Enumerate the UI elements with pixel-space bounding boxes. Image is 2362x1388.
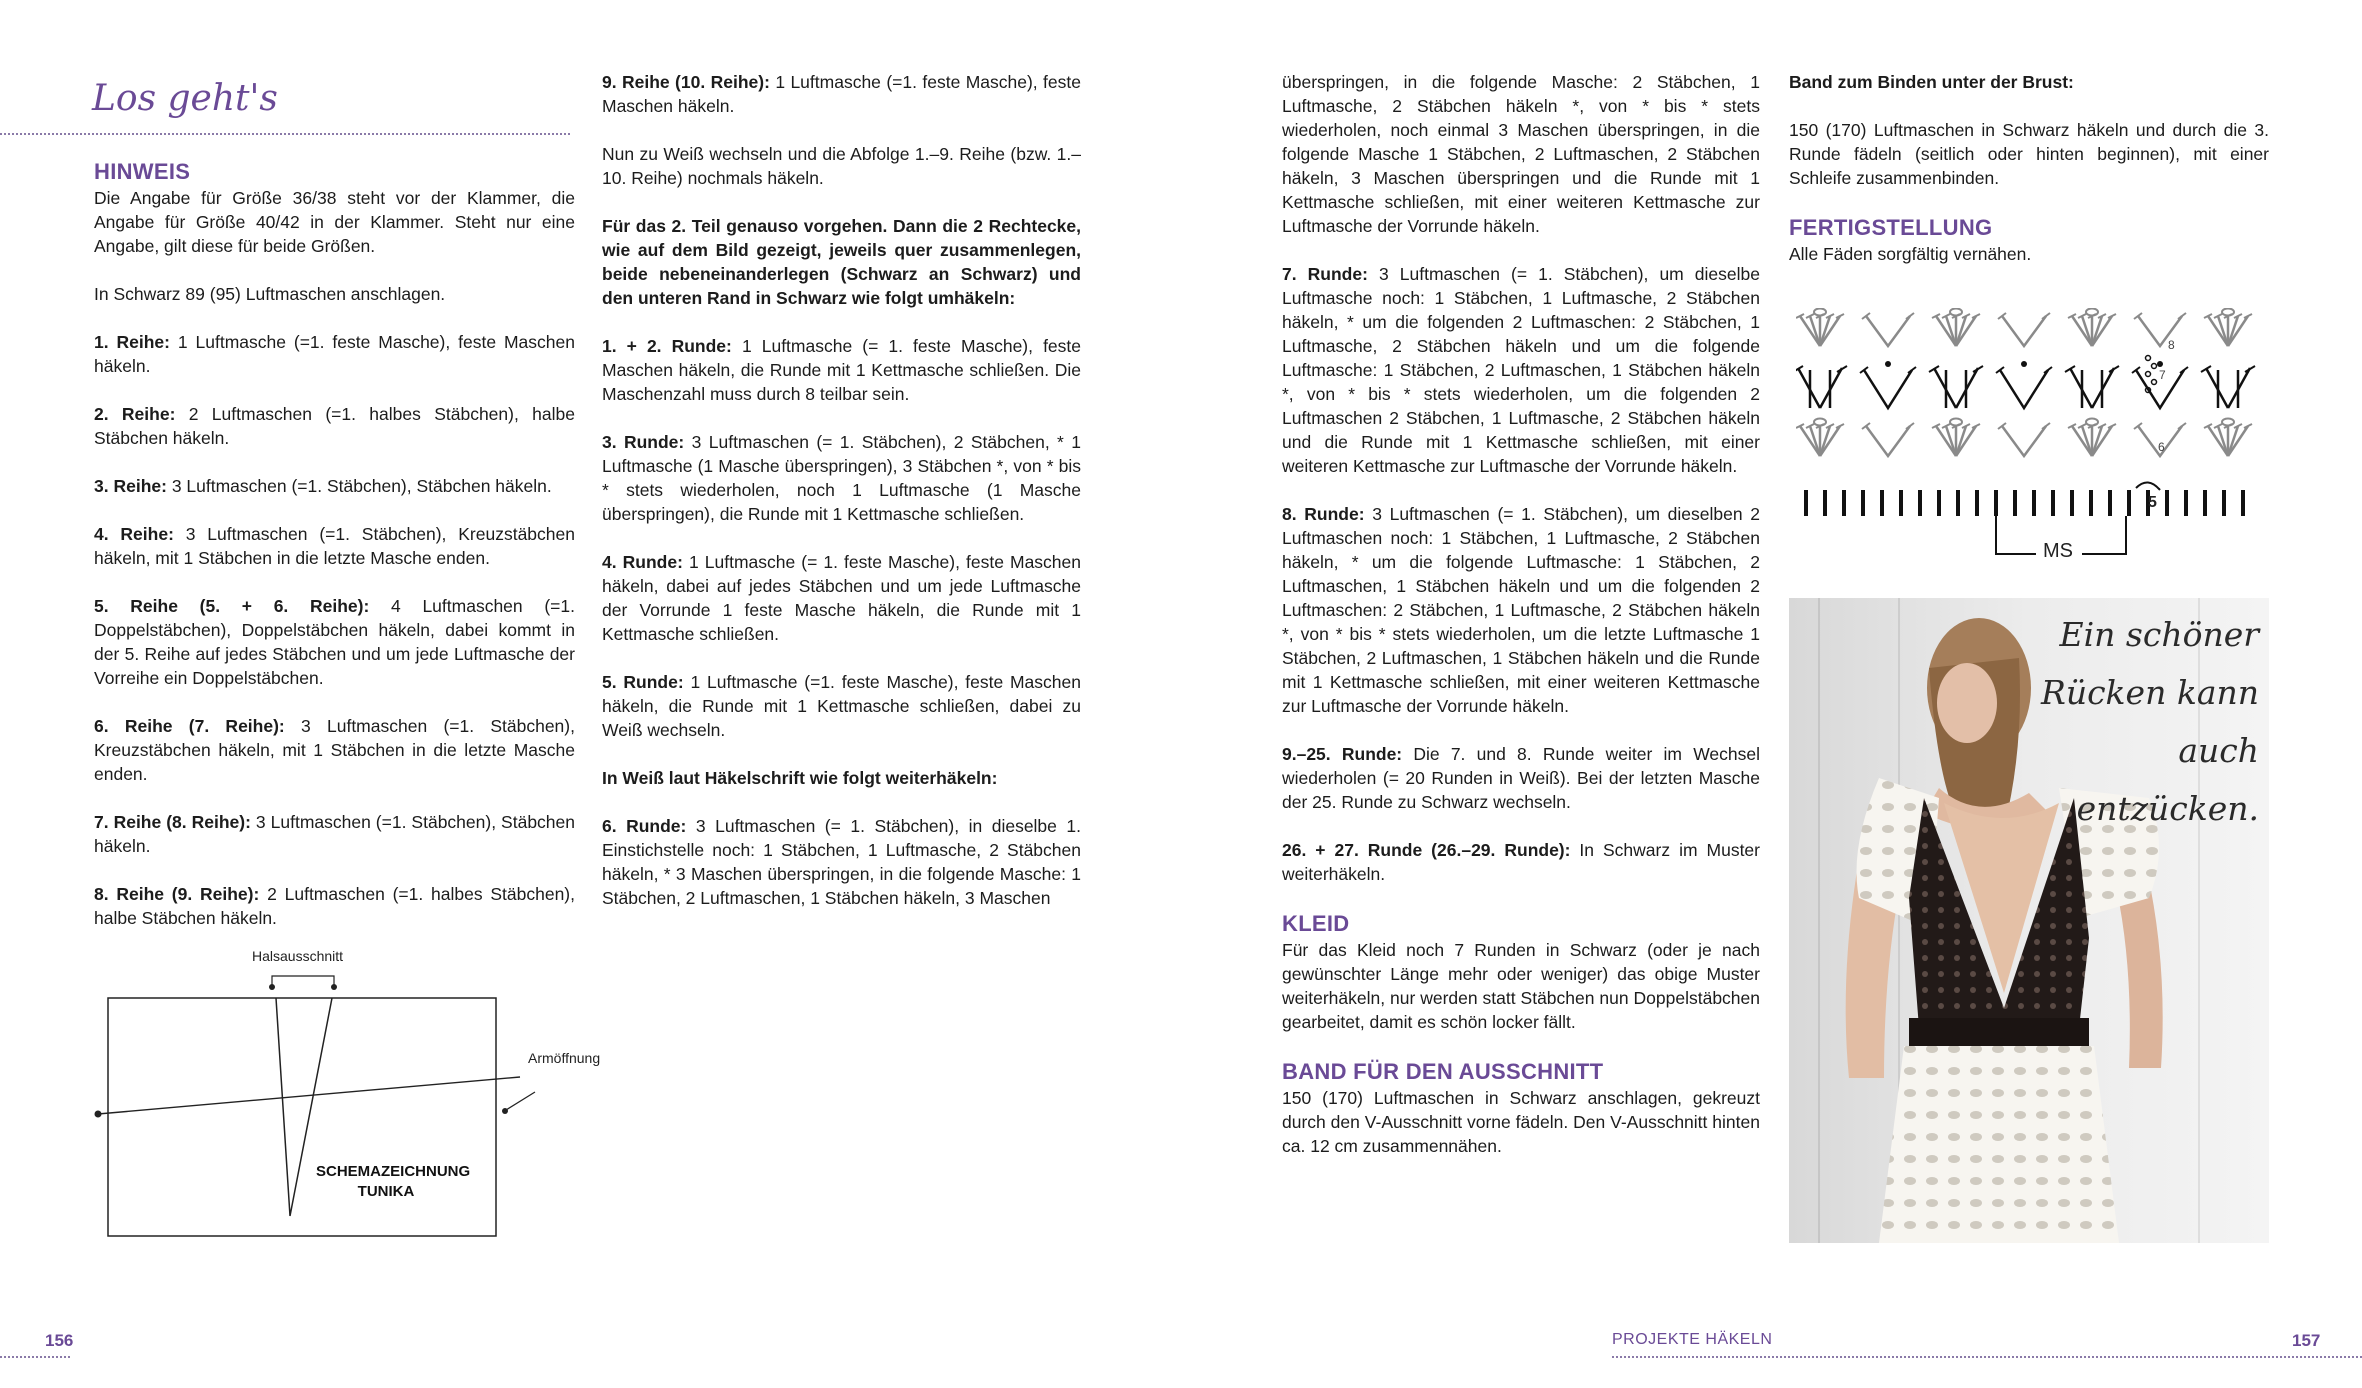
instruction-text: 3 Luftmaschen (= 1. Stäbchen), 2 Stäbchen, * 1 Luftmasche (1 Masche überspringen), 3 Stäbchen *, von * bis * stets wiederholen, noch 1 Luftmasche (1 Masche überspringen), die Runde mit 1 Kettmasche schließen. [602,432,1081,524]
instruction-text: 1 Luftmasche (=1. feste Masche), feste Maschen häkeln. [602,72,1081,116]
instruction-label: Für das 2. Teil genauso vorgehen. Dann die 2 Rechtecke, wie auf dem Bild gezeigt, jeweils quer zusammenlegen, beide nebeneinanderlegen (Schwarz an Schwarz) und den unteren Rand in Schwarz wie folgt umhäkeln: [602,216,1081,308]
chart-num-6: 6 [2158,440,2165,454]
instruction-label: 26. + 27. Runde (26.–29. Runde): [1282,840,1571,860]
schema-drawing [90,940,650,1250]
instruction-paragraph [602,142,1081,190]
instruction-paragraph [602,550,1081,646]
page-number-left: 156 [45,1331,74,1350]
row-list [94,330,575,930]
instruction-text: 3 Luftmaschen (= 1. Stäbchen), in dieselbe 1. Einstichstelle noch: 1 Stäbchen, 1 Luftmasche, 2 Stäbchen häkeln, * 3 Maschen überspringen, in die folgende Masche: 1 Stäbchen, 2 Luftmaschen, 1 Stäbchen häkeln, 3 Maschen [602,816,1081,908]
instruction-paragraph [94,882,575,930]
crochet-chart [1796,308,2266,570]
section-divider [0,133,570,135]
instruction-text: Die 7. und 8. Runde weiter im Wechsel wiederholen (= 20 Runden in Weiß). Bei der letzten Masche der 25. Runde zu Schwarz wechseln. [1282,744,1760,812]
quote-line-2: Rücken kann [2040,673,2259,712]
instruction-label: 9.–25. Runde: [1282,744,1403,764]
instruction-text: 1 Luftmasche (=1. feste Masche), feste Maschen häkeln. [94,332,575,376]
instruction-label: 5. Runde: [602,672,684,692]
band-heading: BAND FÜR DEN AUSSCHNITT [1282,1059,1604,1084]
round-list [602,70,1081,910]
instruction-text: 1 Luftmasche (= 1. feste Masche), feste Maschen häkeln, die Runde mit 1 Kettmasche schließen. Die Maschenzahl muss durch 8 teilbar sein. [602,336,1082,404]
instruction-paragraph [602,214,1081,310]
instruction-label: 4. Runde: [602,552,683,572]
instruction-text: In Schwarz im Muster weiterhäkeln. [1282,840,1760,884]
instruction-text: 2 Luftmaschen (=1. halbes Stäbchen), halbe Stäbchen häkeln. [94,404,575,448]
instruction-paragraph [1282,838,1760,886]
instruction-paragraph [602,430,1081,526]
chart-num-7: 7 [2159,368,2166,382]
instruction-paragraph [1282,262,1760,478]
footer-section-label: PROJEKTE HÄKELN [1612,1331,1773,1348]
instruction-text: 3 Luftmaschen (=1. Stäbchen), Kreuzstäbchen häkeln, mit 1 Stäbchen in die letzte Masche enden. [94,524,575,568]
footer-divider-right [1612,1356,2362,1358]
crochet-chart-svg [1796,308,2266,570]
instruction-paragraph [1282,502,1760,718]
column-4 [1789,70,2269,266]
chart-ms-label: MS [2043,540,2073,562]
column-1 [94,158,575,954]
footer-divider-left [0,1356,70,1358]
hinweis-text: Die Angabe für Größe 36/38 steht vor der Klammer, die Angabe für Größe 40/42 in der Klammer. Steht nur eine Angabe, gilt diese für beide Größen. [94,188,575,256]
instruction-label: 2. Reihe: [94,404,176,424]
instruction-text: 4 Luftmaschen (=1. Doppelstäbchen), Doppelstäbchen häkeln, dabei kommt in der 5. Reihe auf jedes Stäbchen und um jede Luftmasche der Vorreihe ein Doppelstäbchen. [94,596,575,688]
instruction-label: 8. Runde: [1282,504,1365,524]
fertig-heading: FERTIGSTELLUNG [1789,215,1993,240]
brust-label: Band zum Binden unter der Brust: [1789,72,2074,92]
schema-svg [90,940,650,1250]
instruction-paragraph [94,330,575,378]
arm-label: Armöffnung [528,1050,601,1066]
fertig-text: Alle Fäden sorgfältig vernähen. [1789,244,2032,264]
instruction-text: 1 Luftmasche (= 1. feste Masche), feste Maschen häkeln, dabei auf jedes Stäbchen und um jede Luftmasche der Vorrunde 1 feste Masche häkeln, die Runde mit 1 Kettmasche schließen. [602,552,1081,644]
instruction-paragraph [1282,742,1760,814]
instruction-paragraph [94,474,575,498]
schema-title [316,1162,471,1202]
instruction-paragraph [94,714,575,786]
instruction-paragraph [94,594,575,690]
cast-on-text: In Schwarz 89 (95) Luftmaschen anschlagen. [94,284,446,304]
photo-quote [1999,606,2259,838]
instruction-label: 7. Reihe (8. Reihe): [94,812,251,832]
instruction-label: 7. Runde: [1282,264,1368,284]
instruction-text: überspringen, in die folgende Masche: 2 Stäbchen, 1 Luftmasche, 2 Stäbchen häkeln *, von * bis * stets wiederholen, noch einmal 3 Maschen überspringen, in die folgende Masche 1 Stäbchen, 2 Luftmaschen, 2 Stäbchen häkeln, 3 Maschen überspringen und die Runde mit 1 Kettmasche schließen, mit einer weiteren Kettmasche zur Luftmasche der Vorrunde häkeln. [1282,72,1760,236]
instruction-text: 3 Luftmaschen (= 1. Stäbchen), um dieselben 2 Luftmaschen noch: 1 Stäbchen, 1 Luftmasche, 2 Stäbchen häkeln, * um die folgende Luftmasche: 1 Stäbchen, 2 Luftmaschen, 1 Stäbchen häkeln und um die folgenden 2 Luftmaschen: 2 Stäbchen, 1 Luftmasche, 2 Stäbchen häkeln *, von * bis * stets wiederholen, um die letzte Luftmasche 1 Stäbchen, 2 Luftmaschen, 1 Stäbchen häkeln und die Runde mit 1 Kettmasche schließen, mit einer weiteren Kettmasche zur Luftmasche der Vorrunde häkeln. [1282,504,1760,716]
instruction-text: 3 Luftmaschen (=1. Stäbchen), Stäbchen häkeln. [94,812,576,856]
neck-label: Halsausschnitt [252,948,344,964]
instruction-label: 3. Reihe: [94,476,167,496]
column-2 [602,70,1081,934]
kleid-text: Für das Kleid noch 7 Runden in Schwarz (oder je nach gewünschter Länge mehr oder weniger) das obige Muster weiterhäkeln, nur werden statt Stäbchen nun Doppelstäbchen gearbeitet, damit es schön locker fällt. [1282,940,1760,1032]
instruction-label: 8. Reihe (9. Reihe): [94,884,260,904]
round-list-continued [1282,70,1760,886]
instruction-text: 2 Luftmaschen (=1. halbes Stäbchen), halbe Stäbchen häkeln. [94,884,575,928]
instruction-paragraph [94,810,575,858]
instruction-label: 1. + 2. Runde: [602,336,732,356]
instruction-label: 4. Reihe: [94,524,174,544]
instruction-paragraph [1282,70,1760,238]
instruction-paragraph [94,402,575,450]
instruction-paragraph [602,766,1081,790]
band-text: 150 (170) Luftmaschen in Schwarz anschlagen, gekreuzt durch den V-Ausschnitt vorne fädeln. Den V-Ausschnitt hinten ca. 12 cm zusammennähen. [1282,1088,1760,1156]
instruction-text: 3 Luftmaschen (=1. Stäbchen), Stäbchen häkeln. [166,476,552,496]
schema-title-line2: TUNIKA [357,1183,415,1200]
instruction-paragraph [602,334,1081,406]
brust-text: 150 (170) Luftmaschen in Schwarz häkeln und durch die 3. Runde fädeln (seitlich oder hinten beginnen), mit einer Schleife zusammenbinden. [1789,120,2269,188]
schema-title-line1: SCHEMAZEICHNUNG [316,1163,471,1180]
instruction-paragraph [602,70,1081,118]
instruction-label: 9. Reihe (10. Reihe): [602,72,770,92]
model-photo [1789,598,2269,1243]
instruction-text: 1 Luftmasche (=1. feste Masche), feste Maschen häkeln, die Runde mit 1 Kettmasche schließen, dabei zu Weiß wechseln. [602,672,1081,740]
instruction-label: In Weiß laut Häkelschrift wie folgt weiterhäkeln: [602,768,998,788]
hinweis-heading: HINWEIS [94,159,191,184]
instruction-text: 3 Luftmaschen (= 1. Stäbchen), um dieselbe Luftmasche noch: 1 Stäbchen, 1 Luftmasche, 2 Stäbchen häkeln, * um die folgenden 2 Luftmaschen: 2 Stäbchen, 1 Luftmasche, 2 Stäbchen häkeln und um die folgende Luftmasche: 1 Stäbchen, 2 Luftmaschen, 1 Stäbchen häkeln *, von * bis * stets wiederholen, um die folgenden 2 Luftmaschen 2 Stäbchen, 1 Luftmasche, 2 Stäbchen häkeln und die Runde mit 1 Kettmasche schließen, mit einer weiteren Kettmasche zur Luftmasche der Vorrunde häkeln. [1282,264,1760,476]
chart-num-5: 5 [2148,494,2157,511]
instruction-label: 3. Runde: [602,432,685,452]
instruction-paragraph [94,522,575,570]
quote-line-3: auch entzücken. [2076,731,2259,828]
instruction-label: 5. Reihe (5. + 6. Reihe): [94,596,370,616]
chart-num-8: 8 [2168,338,2175,352]
page-number-right: 157 [2292,1331,2321,1350]
instruction-paragraph [602,814,1081,910]
instruction-paragraph [602,670,1081,742]
instruction-text: 3 Luftmaschen (=1. Stäbchen), Kreuzstäbchen häkeln, mit 1 Stäbchen in die letzte Masche enden. [94,716,575,784]
instruction-label: 1. Reihe: [94,332,170,352]
instruction-text: Nun zu Weiß wechseln und die Abfolge 1.–9. Reihe (bzw. 1.–10. Reihe) nochmals häkeln. [602,144,1081,188]
section-title: Los geht's [92,78,278,119]
kleid-heading: KLEID [1282,911,1350,936]
instruction-label: 6. Reihe (7. Reihe): [94,716,285,736]
column-3 [1282,70,1760,1182]
quote-line-1: Ein schöner [2059,615,2259,654]
instruction-label: 6. Runde: [602,816,687,836]
